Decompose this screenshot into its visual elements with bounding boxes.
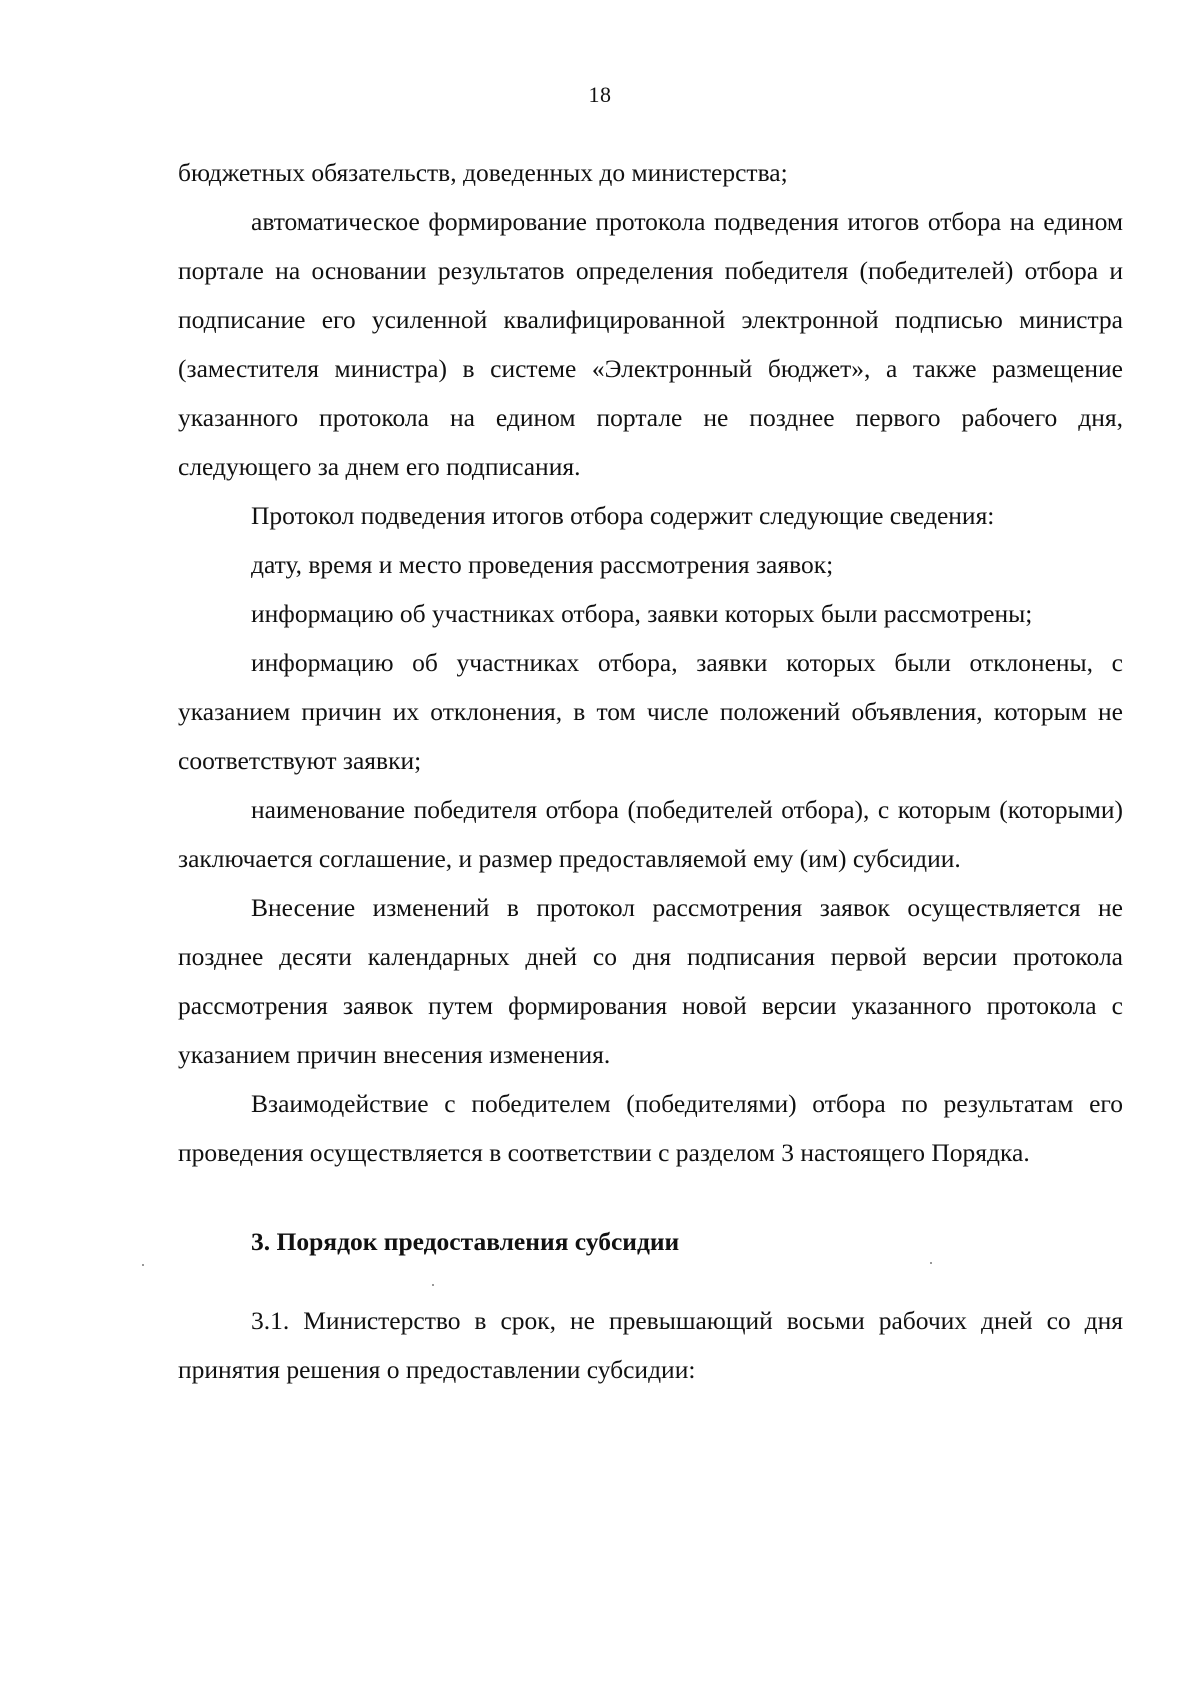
paragraph-budget-obligations: бюджетных обязательств, доведенных до министерства; <box>178 158 788 187</box>
scan-speck <box>142 1264 144 1266</box>
paragraph-3-1: 3.1. Министерство в срок, не превышающий восьми рабочих дней со дня принятия решения о предоставлении субсидии: <box>178 1306 1123 1384</box>
scan-speck <box>432 1284 434 1286</box>
section-heading: 3. Порядок предоставления субсидии <box>251 1227 680 1256</box>
paragraph-protocol-contents: Протокол подведения итогов отбора содержит следующие сведения: <box>251 501 995 530</box>
list-item-reviewed-participants: информацию об участниках отбора, заявки которых были рассмотрены; <box>251 599 1033 628</box>
paragraph-winner-interaction: Взаимодействие с победителем (победителями) отбора по результатам его проведения осуществляется в соответствии с разделом 3 настоящего Порядка. <box>178 1089 1123 1167</box>
list-item-winner-name: наименование победителя отбора (победителей отбора), с которым (которыми) заключается соглашение, и размер предоставляемой ему (им) субсидии. <box>178 795 1123 873</box>
paragraph-protocol-amendments: Внесение изменений в протокол рассмотрения заявок осуществляется не позднее десяти календарных дней со дня подписания первой версии протокола рассмотрения заявок путем формирования новой версии указанного протокола с указанием причин внесения изменения. <box>178 893 1123 1069</box>
document-body <box>178 148 1123 1394</box>
scan-speck <box>930 1262 932 1264</box>
page-number: 18 <box>588 82 612 107</box>
paragraph-auto-protocol: автоматическое формирование протокола подведения итогов отбора на едином портале на основании результатов определения победителя (победителей) отбора и подписание его усиленной квалифицированной электронной подписью министра (заместителя министра) в системе «Электронный бюджет», а также размещение указанного протокола на едином портале не позднее первого рабочего дня, следующего за днем его подписания. <box>178 207 1123 481</box>
list-item-rejected-participants: информацию об участниках отбора, заявки которых были отклонены, с указанием причин их отклонения, в том числе положений объявления, которым не соответствуют заявки; <box>178 648 1123 775</box>
list-item-date-time-place: дату, время и место проведения рассмотрения заявок; <box>251 550 834 579</box>
